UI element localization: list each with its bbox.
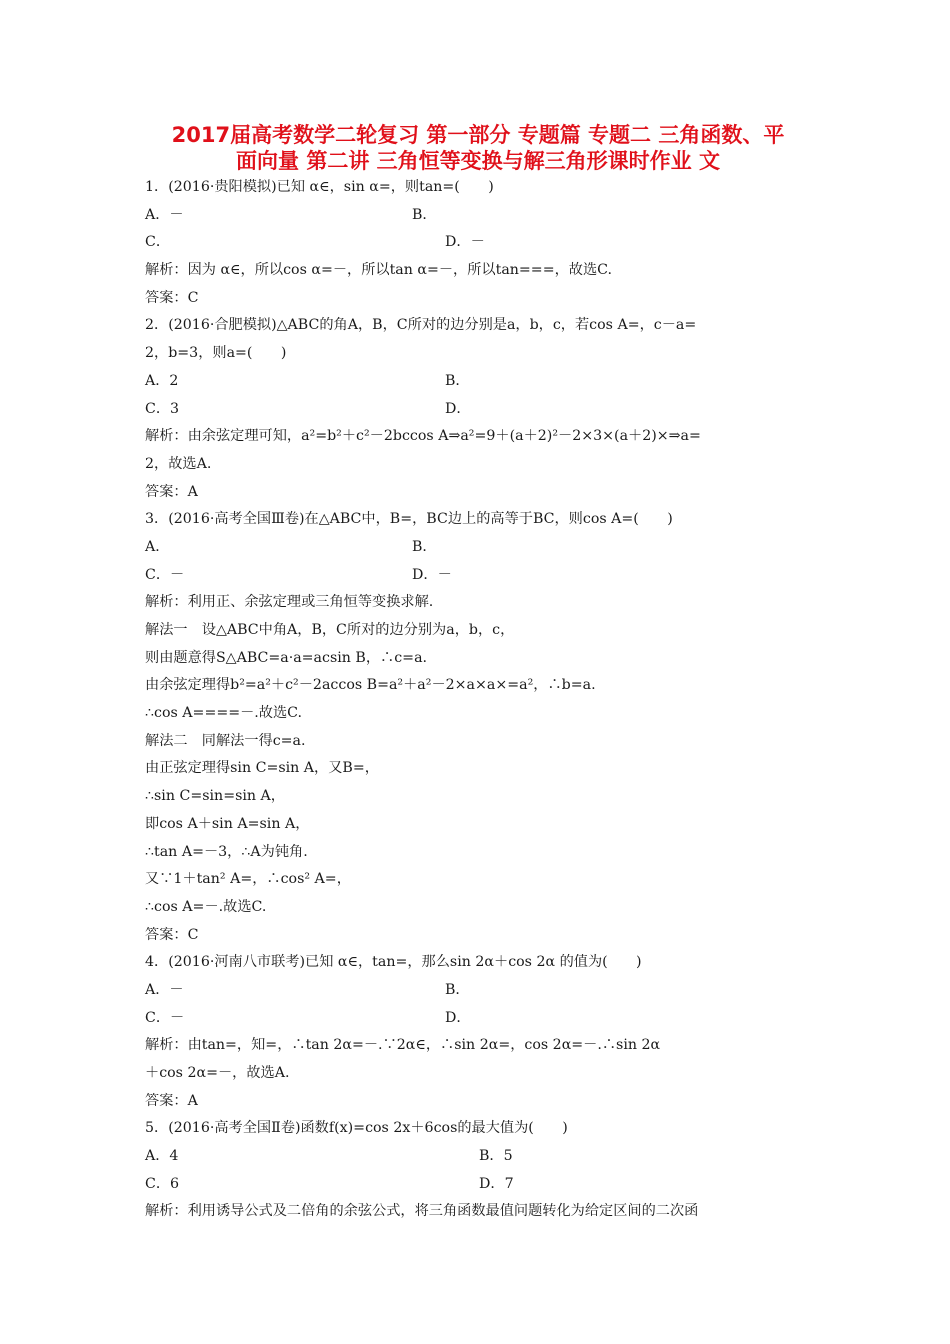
question-2-solution-cont: 2，故选A. — [145, 455, 212, 472]
option-c: C． — [145, 234, 171, 251]
question-2-options-row-2 — [145, 396, 811, 424]
question-3-method-1: 解法一 设△ABC中角A，B，C所对的边分别为a，b，c， — [145, 622, 515, 638]
option-d: D．－ — [445, 234, 485, 251]
question-2-answer: 答案：A — [145, 483, 198, 500]
question-3-stem: 3．(2016·高考全国Ⅲ卷)在△ABC中，B=，BC边上的高等于BC，则cos A=( ) — [145, 511, 673, 528]
question-4-stem: 4．(2016·河南八市联考)已知 α∈，tan=，那么sin 2α＋cos 2α 的值为( ) — [145, 954, 642, 971]
option-a: A．－ — [145, 206, 184, 223]
question-3-method-1-step-2: 由余弦定理得b²=a²＋c²－2accos B=a²＋a²－2×a×a×=a²，∴b=a. — [145, 677, 596, 694]
option-c: C．6 — [145, 1175, 180, 1192]
question-3-method-2-step-2: ∴sin C=sin=sin A， — [145, 788, 285, 805]
question-3-method-1-step-3: ∴cos A====－.故选C. — [145, 705, 303, 722]
question-2-solution: 解析：由余弦定理可知，a²=b²＋c²－2bccos A⇒a²=9＋(a＋2)²－2×3×(a＋2)×⇒a= — [145, 428, 701, 445]
question-3-options-row-1 — [145, 534, 811, 562]
question-1-solution: 解析：因为 α∈，所以cos α=－，所以tan α=－，所以tan===，故选C. — [145, 262, 612, 279]
question-5-options-row-1 — [145, 1143, 811, 1171]
document-title — [139, 122, 817, 174]
option-c: C．－ — [145, 1009, 185, 1026]
option-a: A． — [145, 538, 170, 555]
question-3-options-row-2 — [145, 562, 811, 590]
title-line-1: 2017届高考数学二轮复习 第一部分 专题篇 专题二 三角函数、平 — [171, 123, 785, 147]
question-4-solution: 解析：由tan=，知=，∴tan 2α=－.∵2α∈，∴sin 2α=，cos 2α=－.∴sin 2α — [145, 1037, 661, 1054]
option-b: B． — [445, 981, 470, 998]
question-4-solution-cont: ＋cos 2α=－，故选A. — [145, 1065, 290, 1081]
question-2-stem-cont: 2，b=3，则a=( ) — [145, 345, 287, 362]
question-3-solution-intro: 解析：利用正、余弦定理或三角恒等变换求解. — [145, 594, 434, 611]
option-a: A．4 — [145, 1148, 179, 1165]
option-a: A．－ — [145, 981, 184, 998]
title-line-2: 面向量 第二讲 三角恒等变换与解三角形课时作业 文 — [236, 149, 720, 173]
option-b: B． — [445, 372, 470, 389]
question-3-method-2-step-1: 由正弦定理得sin C=sin A，又B=， — [145, 760, 379, 777]
question-5-options-row-2 — [145, 1171, 811, 1199]
question-3-method-1-step-1: 则由题意得S△ABC=a·a=acsin B，∴c=a. — [145, 649, 428, 666]
question-1-answer: 答案：C — [145, 289, 199, 306]
option-d: D．7 — [479, 1175, 514, 1192]
option-d: D．－ — [412, 566, 452, 583]
option-c: C．－ — [145, 566, 185, 583]
option-d: D． — [445, 400, 471, 417]
question-2-stem: 2．(2016·合肥模拟)△ABC的角A，B，C所对的边分别是a，b，c，若cos A=，c－a= — [145, 317, 697, 334]
question-4-options-row-2 — [145, 1005, 811, 1033]
option-a: A．2 — [145, 372, 179, 389]
option-d: D． — [445, 1009, 471, 1026]
question-3-answer: 答案：C — [145, 926, 199, 943]
question-4-options-row-1 — [145, 977, 811, 1005]
question-3-method-2: 解法二 同解法一得c=a. — [145, 732, 306, 749]
question-2-options-row-1 — [145, 368, 811, 396]
question-5-solution: 解析：利用诱导公式及二倍角的余弦公式，将三角函数最值问题转化为给定区间的二次函 — [145, 1203, 699, 1220]
document-page — [145, 122, 811, 1226]
option-b: B．5 — [479, 1148, 513, 1165]
question-1-options-row-2 — [145, 229, 811, 257]
question-1-options-row-1 — [145, 202, 811, 230]
question-3-method-2-step-4: ∴tan A=－3，∴A为钝角. — [145, 843, 308, 860]
question-5-stem: 5．(2016·高考全国Ⅱ卷)函数f(x)=cos 2x＋6cos的最大值为( ) — [145, 1120, 568, 1137]
question-3-method-2-step-3: 即cos A＋sin A=sin A， — [145, 815, 310, 832]
question-1-stem: 1．(2016·贵阳模拟)已知 α∈，sin α=，则tan=( ) — [145, 179, 494, 195]
option-c: C．3 — [145, 400, 180, 417]
question-3-method-2-step-5: 又∵1＋tan² A=，∴cos² A=， — [145, 871, 351, 888]
option-b: B． — [412, 538, 437, 555]
question-3-method-2-step-6: ∴cos A=－.故选C. — [145, 898, 267, 915]
question-4-answer: 答案：A — [145, 1092, 198, 1109]
option-b: B． — [412, 206, 437, 223]
